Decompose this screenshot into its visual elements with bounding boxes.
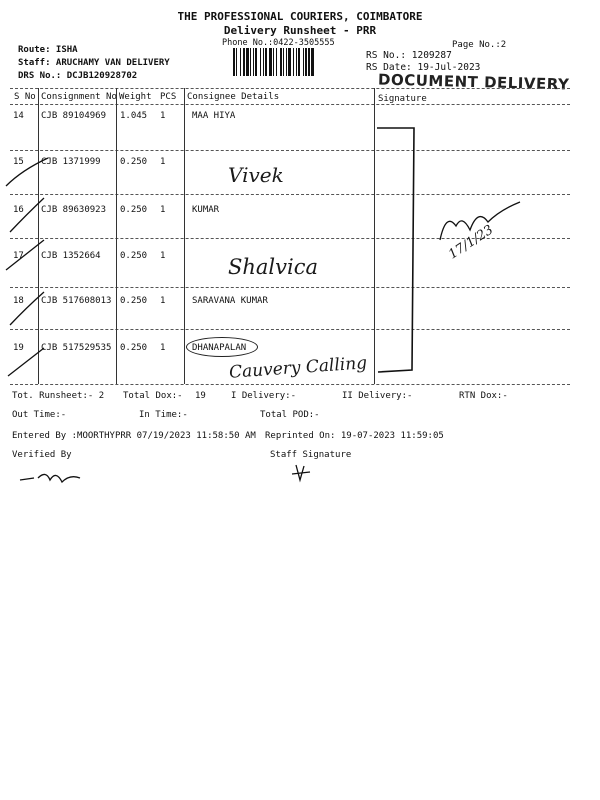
row-sno: 15 (13, 157, 24, 167)
row-consignee: KUMAR (192, 205, 220, 215)
company-name: THE PROFESSIONAL COURIERS, COIMBATORE (177, 10, 423, 23)
staff-signature: Staff Signature (270, 450, 352, 460)
tick-mark-icon (10, 292, 44, 325)
row-weight: 0.250 (120, 343, 148, 353)
verifier-initials-scribble (20, 474, 80, 482)
row-consignee: SARAVANA KUMAR (192, 296, 268, 306)
rs-number: RS No.: 1209287 (366, 50, 452, 61)
row-consignee: DHANAPALAN (192, 343, 247, 353)
phone-number: Phone No.:0422-3505555 (222, 38, 335, 48)
entered-by: Entered By :MOORTHYPRR 07/19/2023 11:58:50 AM (12, 431, 256, 441)
out-time: Out Time:- (12, 410, 67, 420)
signature-bracket (377, 128, 414, 372)
in-time: In Time:- (139, 410, 188, 420)
drs-number: DRS No.: DCJB120928702 (18, 71, 138, 81)
col-pcs: PCS (160, 92, 177, 102)
tick-mark-icon (6, 240, 44, 270)
handwritten-receiver-name: Cauvery Calling (228, 353, 368, 383)
row-consignment: CJB 1352664 (41, 251, 101, 261)
handwritten-receiver-name: Shalvica (228, 255, 319, 279)
i-delivery: I Delivery:- (231, 391, 297, 401)
handwritten-date: 17/1/23 (445, 222, 497, 263)
col-sno: S No (14, 92, 36, 102)
total-dox-value: 19 (195, 391, 206, 401)
reprinted-on: Reprinted On: 19-07-2023 11:59:05 (265, 431, 444, 441)
row-pcs: 1 (160, 157, 166, 167)
row-consignment: CJB 517529535 (41, 343, 112, 353)
rtn-dox: RTN Dox:- (459, 391, 508, 401)
staff-signature-scribble (292, 465, 310, 480)
row-sno: 17 (13, 251, 24, 261)
col-signature: Signature (378, 94, 427, 104)
row-pcs: 1 (160, 205, 166, 215)
col-consignee-details: Consignee Details (187, 92, 280, 102)
row-sno: 19 (13, 343, 24, 353)
row-weight: 1.045 (120, 111, 148, 121)
receiver-signature (440, 202, 520, 240)
row-weight: 0.250 (120, 296, 148, 306)
handwritten-receiver-name: Vivek (228, 163, 284, 187)
row-pcs: 1 (160, 111, 166, 121)
route: Route: ISHA (18, 45, 78, 55)
col-consignment-no: Consignment No (41, 92, 117, 102)
row-pcs: 1 (160, 251, 166, 261)
row-consignment: CJB 1371999 (41, 157, 101, 167)
runsheet-title: Delivery Runsheet - PRR (223, 24, 377, 37)
tick-mark-icon (6, 158, 48, 186)
verified-by: Verified By (12, 450, 72, 460)
total-pod: Total POD:- (260, 410, 320, 420)
col-weight: Weight (119, 92, 152, 102)
row-consignee: MAA HIYA (192, 111, 236, 121)
staff: Staff: ARUCHAMY VAN DELIVERY (18, 58, 170, 68)
row-pcs: 1 (160, 296, 166, 306)
tick-mark-icon (10, 198, 44, 232)
total-runsheet: Tot. Runsheet:- 2 (12, 391, 105, 401)
row-sno: 14 (13, 111, 24, 121)
row-consignment: CJB 89630923 (41, 205, 107, 215)
ii-delivery: II Delivery:- (342, 391, 413, 401)
row-pcs: 1 (160, 343, 166, 353)
row-consignment: CJB 89104969 (41, 111, 107, 121)
row-weight: 0.250 (120, 157, 148, 167)
tick-mark-icon (8, 348, 44, 376)
row-consignment: CJB 517608013 (41, 296, 112, 306)
row-sno: 16 (13, 205, 24, 215)
rs-date: RS Date: 19-Jul-2023 (366, 62, 481, 73)
row-weight: 0.250 (120, 205, 148, 215)
page-number: Page No.:2 (452, 40, 507, 50)
total-dox-label: Total Dox:- (123, 391, 183, 401)
row-sno: 18 (13, 296, 24, 306)
row-weight: 0.250 (120, 251, 148, 261)
document-delivery-stamp: DOCUMENT DELIVERY (377, 70, 570, 94)
